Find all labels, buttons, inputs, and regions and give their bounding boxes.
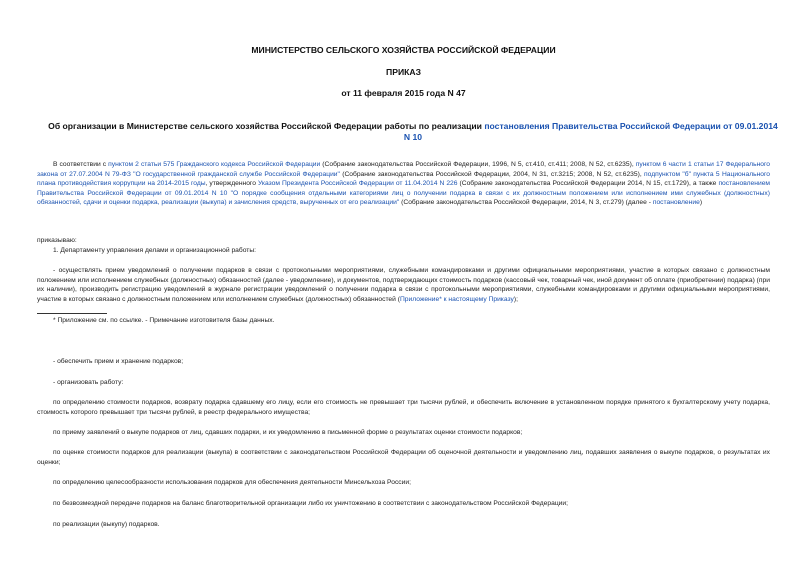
preamble-text-1: В соответствии с bbox=[53, 161, 109, 168]
document-date-number: от 11 февраля 2015 года N 47 bbox=[341, 88, 466, 98]
appendix-link[interactable]: Приложение* к настоящему Приказу bbox=[399, 295, 514, 303]
preamble-text-4: , утвержденного bbox=[205, 180, 258, 187]
sub-item-expediency: по определению целесообразности использования подарков для обеспечения деятельности Минсельхоза России; bbox=[53, 479, 411, 486]
title-resolution-link[interactable]: постановления Правительства Российской Федерации от 09.01.2014 N 10 bbox=[403, 121, 778, 142]
document-title-text: Об организации в Министерстве сельского хозяйства Российской Федерации работы по реализации bbox=[48, 121, 485, 131]
bullet-organize-work: - организовать работу: bbox=[53, 379, 124, 386]
order-word: приказываю: bbox=[37, 237, 77, 244]
resolution-short-link[interactable]: постановление bbox=[652, 199, 700, 206]
preamble-text-7: ) bbox=[699, 199, 703, 206]
bullet-receive-notifications bbox=[37, 266, 770, 304]
ministry-heading: МИНИСТЕРСТВО СЕЛЬСКОГО ХОЗЯЙСТВА РОССИЙСКОЙ ФЕДЕРАЦИИ bbox=[251, 45, 556, 55]
sub-item-transfer: по безвозмездной передаче подарков на баланс благотворительной организации либо их уничтожению в соответствии с законодательством Российской Федерации; bbox=[53, 500, 568, 507]
bullet-1-text: - осуществлять прием уведомлений о получении подарков в связи с протокольными мероприятиями, служебными командировками и другими официальными мероприятиями, участие в которых связано с должностным положением или исполнением служебных (должностных) обязанностей (далее - уведомление), и документов, подтверждающих стоимость подарков (кассовый чек, товарный чек, иной документ об оплате (приобретении) подарка) (при их наличии), производить регистрацию уведомлений в журнале регистрации уведомлений о получении подарка в связи с протокольными мероприятиями, служебными командировками и другими официальными мероприятиями, участие в которых связано с должностным положением или исполнением служебных (должностных) обязанностей ( bbox=[37, 267, 770, 303]
sub-item-sale: по реализации (выкупу) подарков. bbox=[53, 521, 160, 528]
footnote-divider bbox=[37, 313, 107, 314]
bullet-1-end: ); bbox=[513, 295, 518, 303]
preamble-text-2: (Собрание законодательства Российской Федерации, 1996, N 5, ст.410, ст.411; 2008, N 52, ст.6235), bbox=[320, 161, 636, 168]
preamble-text-3: (Собрание законодательства Российской Федерации, 2004, N 31, ст.3215; 2008, N 52, ст.6235), bbox=[339, 170, 644, 178]
sub-item-valuation: по определению стоимости подарков, возврату подарка сдавшему его лицу, если его стоимость не превышает три тысячи рублей, и обеспечить включение в установленном порядке принятого к бухгалтерскому учету подарка, стоимость которого превышает три тысячи рублей, в реестр федерального имущества; bbox=[37, 399, 770, 416]
document-title bbox=[48, 121, 778, 143]
presidential-decree-link[interactable]: Указом Президента Российской Федерации от 11.04.2014 N 226 bbox=[257, 180, 458, 187]
government-resolution-link[interactable]: постановлением Правительства Российской Федерации от 09.01.2014 N 10 "О порядке сообщения отдельными категориями лиц о получении подарка в связи с их должностным положением или исполнением ими служебных (должностных) обязанностей, сдачи и оценки подарка, реализации (выкупа) и зачисления средств, вырученных от его реализации" bbox=[37, 180, 771, 206]
bullet-storage: - обеспечить прием и хранение подарков; bbox=[53, 358, 184, 365]
document-type-heading: ПРИКАЗ bbox=[386, 67, 421, 77]
item-1: 1. Департаменту управления делами и организационной работы: bbox=[53, 247, 257, 254]
preamble-text-6: (Собрание законодательства Российской Федерации, 2014, N 3, ст.279) (далее - bbox=[399, 199, 653, 206]
preamble-paragraph bbox=[37, 160, 770, 208]
sub-item-applications: по приему заявлений о выкупе подарков от лиц, сдавших подарки, и их уведомлению в письменной форме о результатах оценки стоимости подарков; bbox=[53, 429, 523, 436]
federal-law-link[interactable]: пунктом 6 части 1 статьи 17 Федерального закона от 27.07.2004 N 79-ФЗ "О государственной гражданской службе Российской Федерации" bbox=[37, 161, 770, 178]
civil-code-link[interactable]: пунктом 2 статьи 575 Гражданского кодекса Российской Федерации bbox=[108, 161, 321, 168]
sub-item-assessment: по оценке стоимости подарков для реализации (выкупа) в соответствии с законодательством Российской Федерации об оценочной деятельности и уведомлению лиц, подавших заявления о выкупе подарков, о результатах их оценки; bbox=[37, 449, 770, 466]
footnote: * Приложение см. по ссылке. - Примечание изготовителя базы данных. bbox=[53, 317, 275, 324]
preamble-text-5: (Собрание законодательства Российской Федерации 2014, N 15, ст.1729), а также bbox=[457, 180, 719, 187]
national-plan-link[interactable]: подпунктом "б" пункта 5 Национального плана противодействия коррупции на 2014-2015 годы bbox=[37, 170, 771, 187]
